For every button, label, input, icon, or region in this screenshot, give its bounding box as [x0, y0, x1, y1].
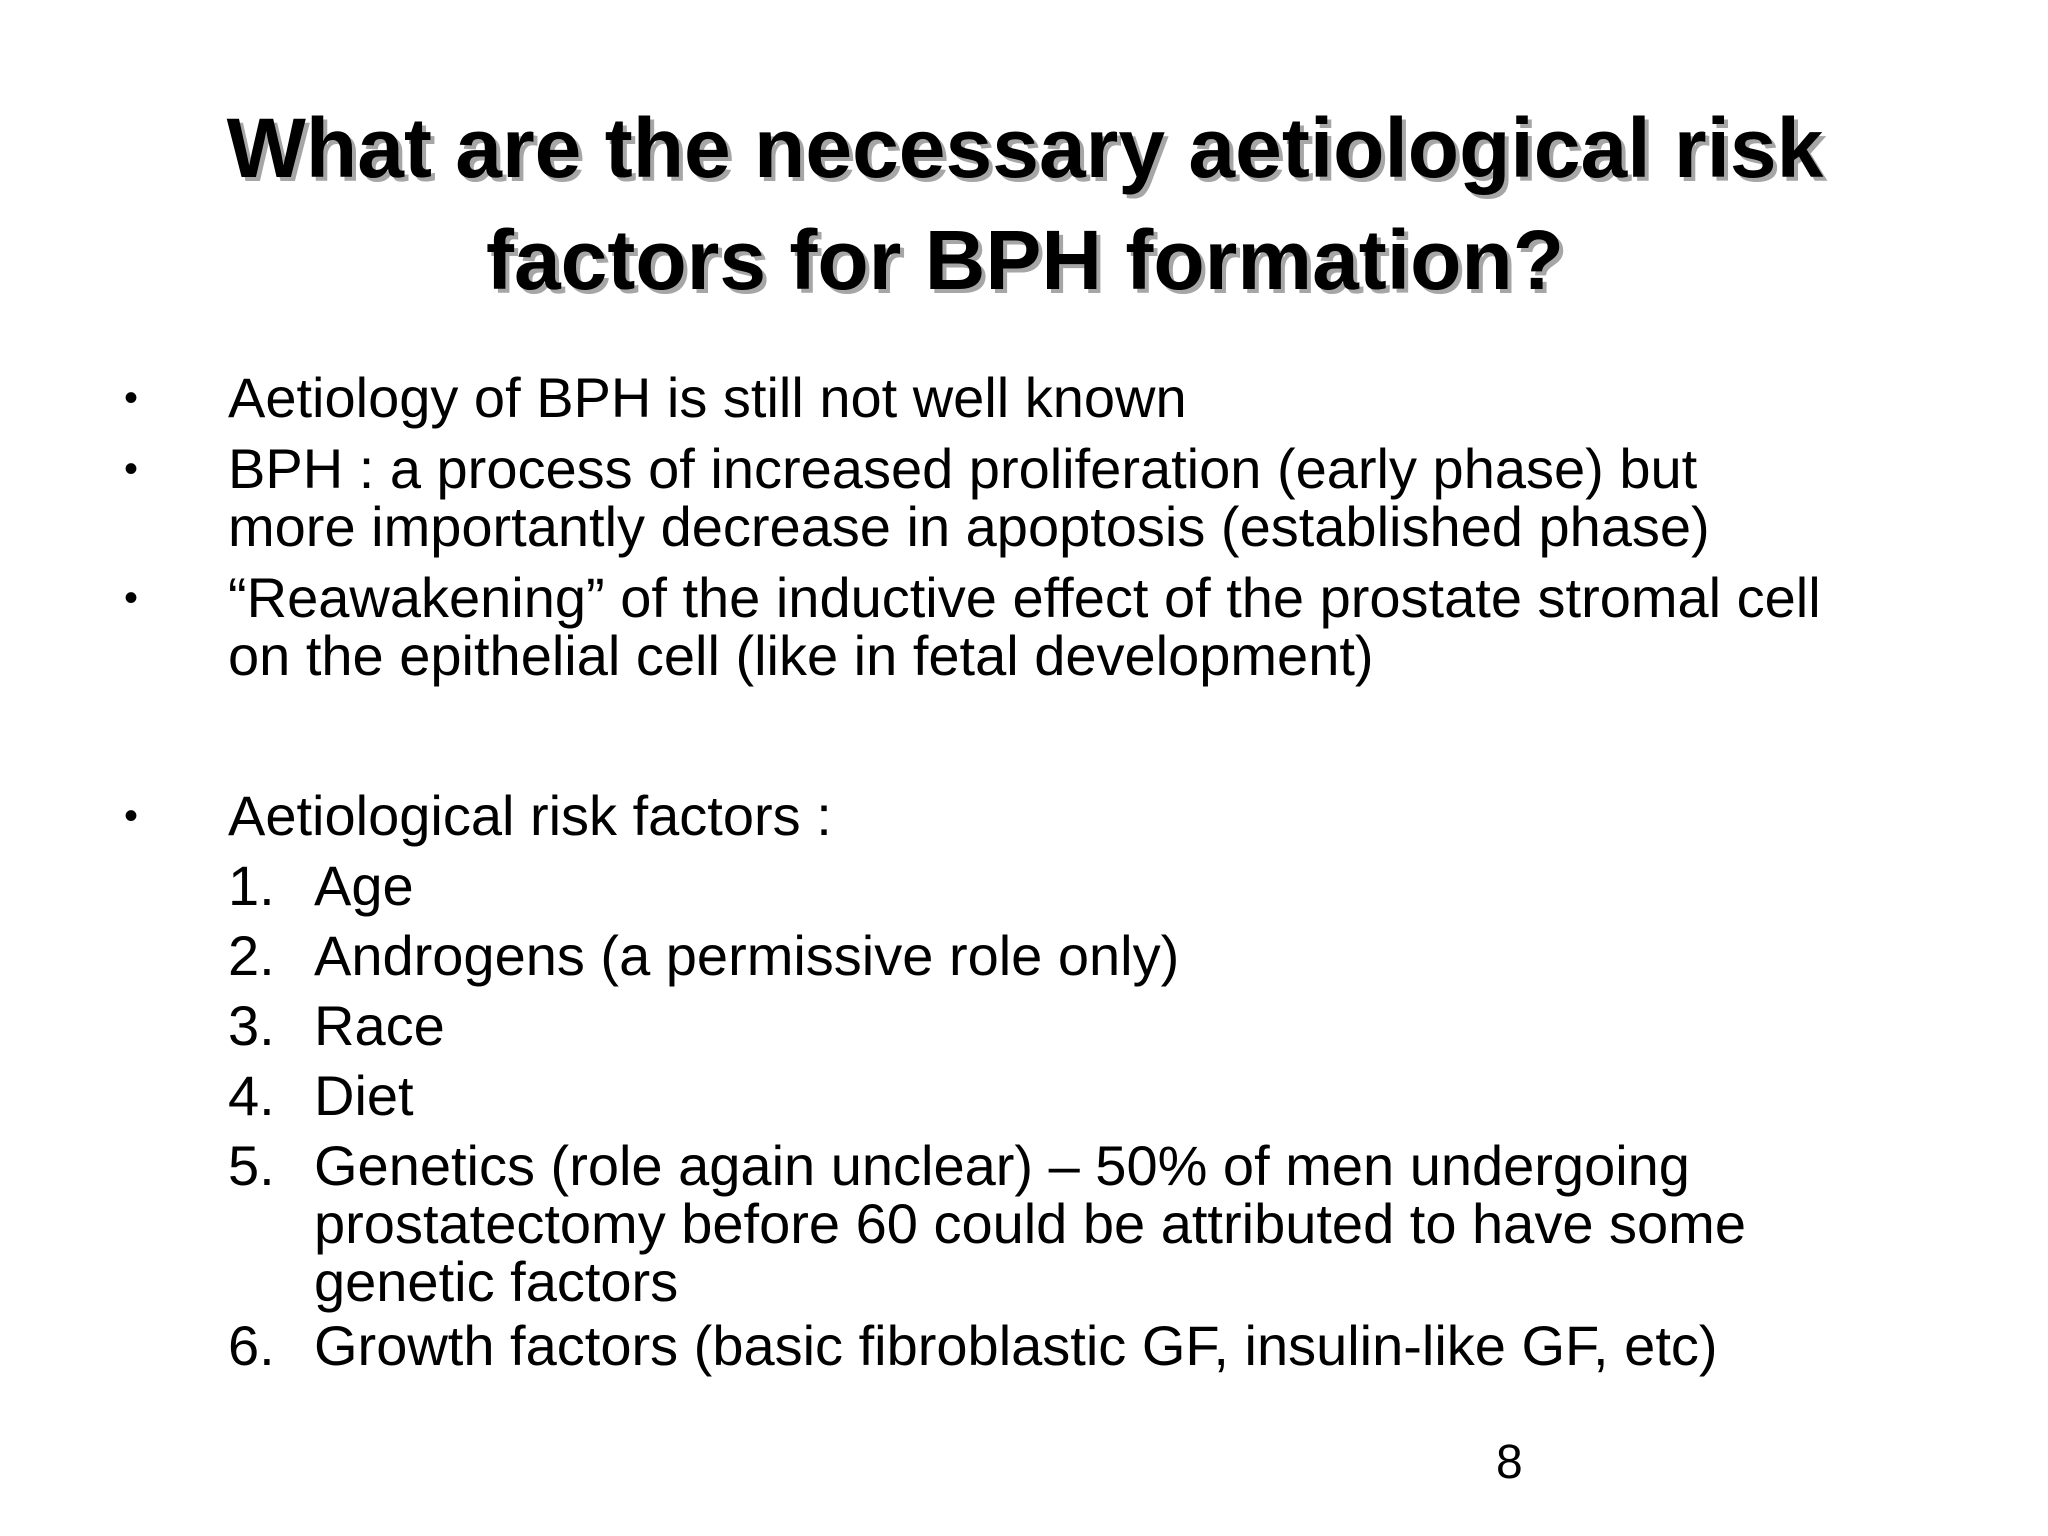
- risk-factor-text-line: Age: [314, 854, 414, 917]
- risk-factor-number: 4.: [228, 1064, 275, 1127]
- slide-title-line-1: What are the necessary aetiological risk: [226, 101, 1824, 195]
- risk-factor-text-line: Growth factors (basic fibroblastic GF, insulin-like GF, etc): [314, 1314, 1718, 1377]
- risk-factor-text: [314, 854, 2014, 917]
- bullet-marker: •: [124, 794, 139, 838]
- risk-factor-number: 1.: [228, 854, 275, 917]
- risk-factor-text: [314, 1314, 2014, 1377]
- bullet-text-line: Aetiological risk factors :: [228, 784, 832, 847]
- bullet-marker: •: [124, 376, 139, 420]
- risk-factor-text-line: Race: [314, 994, 445, 1057]
- bullet-text: [228, 366, 1988, 429]
- risk-factor-number: 3.: [228, 994, 275, 1057]
- risk-factor-number: 5.: [228, 1134, 275, 1197]
- risk-factor-text: [314, 994, 2014, 1057]
- risk-factor-text-line: Genetics (role again unclear) – 50% of men undergoing: [314, 1134, 1690, 1197]
- risk-factor-text-line: Diet: [314, 1064, 414, 1127]
- bullet-text: [228, 784, 1988, 847]
- bullet-text-line: more importantly decrease in apoptosis (established phase): [228, 495, 1710, 558]
- bullet-text-line: “Reawakening” of the inductive effect of the prostate stromal cell: [228, 566, 1821, 629]
- slide-title-line-2: factors for BPH formation?: [485, 213, 1565, 307]
- risk-factor-text: [314, 924, 2014, 987]
- bullet-text-line: Aetiology of BPH is still not well known: [228, 366, 1187, 429]
- risk-factor-text-line: genetic factors: [314, 1250, 679, 1313]
- risk-factor-text: [314, 1064, 2014, 1127]
- bullet-marker: •: [124, 447, 139, 491]
- risk-factor-text: [314, 1134, 2014, 1313]
- risk-factor-number: 6.: [228, 1314, 275, 1377]
- page-number: 8: [1496, 1436, 1523, 1489]
- risk-factor-text-line: prostatectomy before 60 could be attributed to have some: [314, 1192, 1746, 1255]
- risk-factor-number: 2.: [228, 924, 275, 987]
- risk-factor-text-line: Androgens (a permissive role only): [314, 924, 1180, 987]
- bullet-text: [228, 437, 1988, 558]
- slide-title: [110, 92, 1940, 316]
- bullet-marker: •: [124, 576, 139, 620]
- bullet-text-line: on the epithelial cell (like in fetal development): [228, 624, 1374, 687]
- bullet-text: [228, 566, 1988, 687]
- bullet-text-line: BPH : a process of increased proliferation (early phase) but: [228, 437, 1698, 500]
